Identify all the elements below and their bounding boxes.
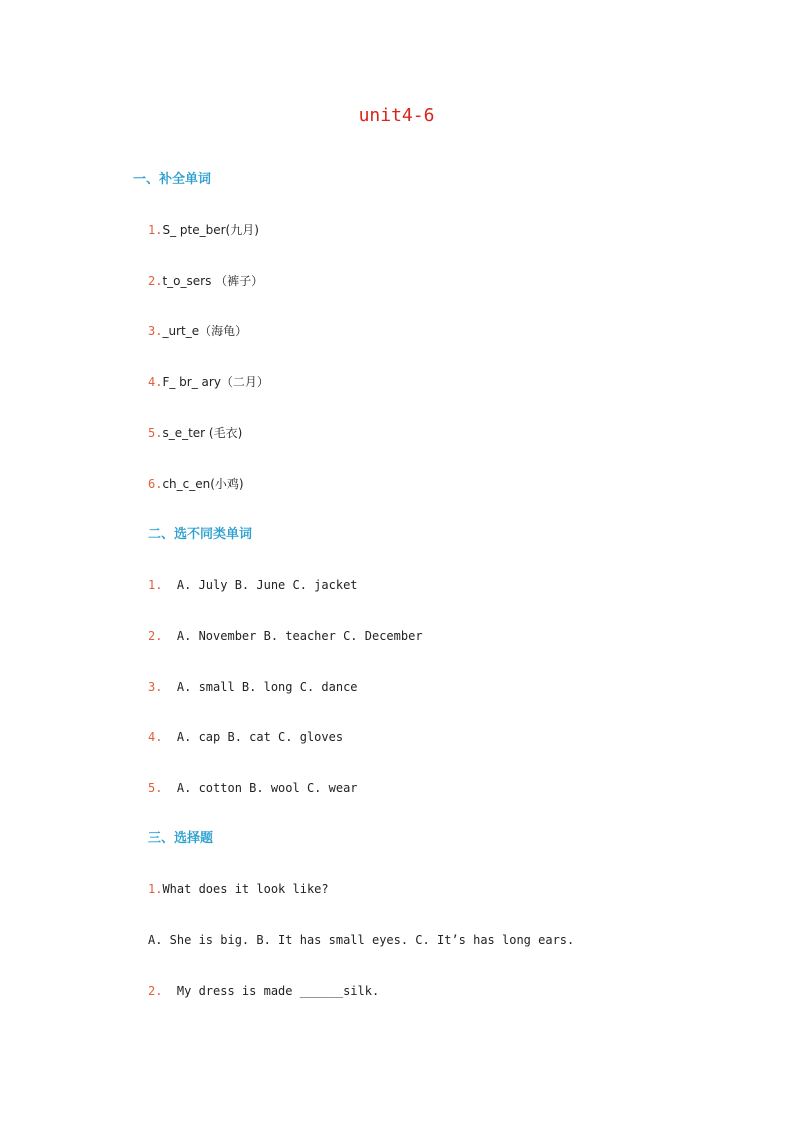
item-text: A. November B. teacher C. December: [176, 629, 423, 643]
list-item: [148, 576, 358, 594]
item-number: 5.: [148, 426, 163, 440]
list-item: [148, 424, 242, 442]
item-number: 3.: [148, 680, 163, 694]
answer-options: [148, 931, 574, 949]
item-text: s_e_ter (毛衣): [162, 426, 243, 440]
question-text: My dress is made ______silk.: [176, 984, 380, 998]
item-number: 1.: [148, 882, 163, 896]
item-text: S_ pte_ber(九月): [162, 223, 259, 237]
item-number: 6.: [148, 477, 163, 491]
item-number: 2.: [148, 274, 163, 288]
item-text: t_o_sers （裤子）: [162, 274, 264, 288]
item-text: ch_c_en(小鸡): [162, 477, 244, 491]
question-text: What does it look like?: [162, 882, 329, 896]
list-item: [148, 728, 343, 746]
list-item: [148, 627, 423, 645]
list-item: [148, 779, 358, 797]
item-number: 4.: [148, 730, 163, 744]
item-text: A. cap B. cat C. gloves: [176, 730, 344, 744]
options-text: A. She is big. B. It has small eyes. C. It’s has long ears.: [148, 933, 575, 947]
question-item: [148, 982, 379, 1000]
item-number: 2.: [148, 629, 163, 643]
item-number: 2.: [148, 984, 163, 998]
section-heading-odd-one-out: 二、选不同类单词: [148, 527, 253, 542]
list-item: [148, 475, 244, 493]
item-number: 5.: [148, 781, 163, 795]
item-text: A. cotton B. wool C. wear: [176, 781, 358, 795]
section-heading-multiple-choice: 三、选择题: [148, 831, 214, 846]
item-number: 1.: [148, 578, 163, 592]
item-text: A. July B. June C. jacket: [176, 578, 358, 592]
list-item: [148, 272, 263, 290]
page-title: unit4-6: [358, 105, 435, 126]
list-item: [148, 678, 358, 696]
item-number: 4.: [148, 375, 163, 389]
section-heading-fill-words: 一、补全单词: [133, 172, 212, 187]
question-item: [148, 880, 329, 898]
item-text: A. small B. long C. dance: [176, 680, 358, 694]
item-text: F_ br_ ary（二月）: [162, 375, 269, 389]
list-item: [148, 322, 247, 340]
item-number: 1.: [148, 223, 163, 237]
list-item: [148, 373, 269, 391]
item-number: 3.: [148, 324, 163, 338]
item-text: _urt_e（海龟）: [162, 324, 248, 338]
list-item: [148, 221, 259, 239]
